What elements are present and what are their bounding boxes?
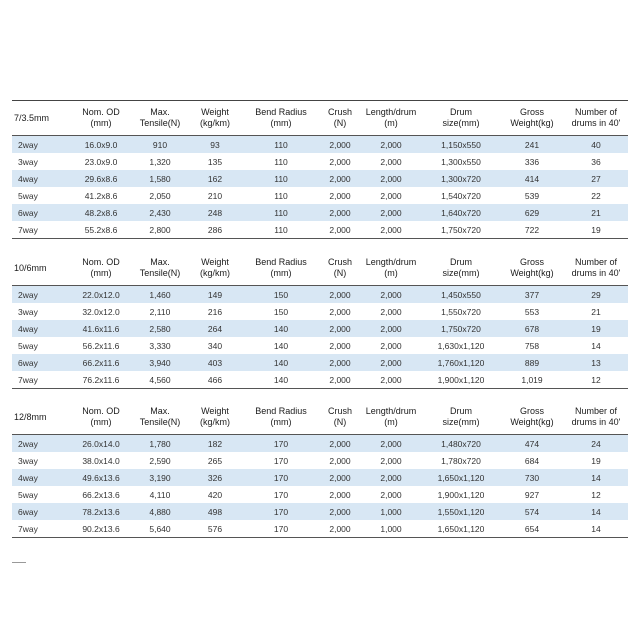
cell-max-tensile: 910 — [132, 136, 188, 154]
column-header-max-tensile: Max. Tensile(N) — [132, 251, 188, 286]
cell-conductor: 3way — [18, 455, 38, 466]
column-header-drums-40: Number of drums in 40' — [564, 101, 628, 136]
cell-bend-radius: 110 — [274, 190, 288, 201]
cell-conductor: 2way — [12, 286, 70, 304]
table-row — [12, 503, 628, 520]
cell-nom-od: 16.0x9.0 — [70, 136, 132, 154]
column-header-nom-od: Nom. OD (mm) — [70, 251, 132, 286]
cell-length-drum: 1,000 — [360, 503, 422, 520]
cell-crush: 2,000 — [320, 435, 360, 453]
cell-gross-weight: 336 — [524, 156, 540, 167]
cell-gross-weight: 889 — [500, 354, 564, 371]
cell-max-tensile: 2,430 — [132, 204, 188, 221]
cell-conductor: 6way — [12, 204, 70, 221]
cell-gross-weight: 553 — [524, 306, 540, 317]
column-header-gross-weight: Gross Weight(kg) — [500, 251, 564, 286]
table-row — [12, 221, 628, 239]
cell-bend-radius: 110 — [242, 204, 320, 221]
cell-nom-od: 76.2x11.6 — [70, 371, 132, 389]
cell-length-drum: 2,000 — [360, 469, 422, 486]
cell-conductor: 3way — [18, 306, 38, 317]
column-header-crush: Crush (N) — [320, 101, 360, 136]
cell-max-tensile: 5,640 — [132, 520, 188, 538]
cell-length-drum: 2,000 — [380, 489, 402, 500]
cell-weight: 326 — [188, 469, 242, 486]
cell-max-tensile: 3,190 — [132, 469, 188, 486]
cell-bend-radius: 110 — [242, 170, 320, 187]
cell-drums-40: 21 — [591, 306, 601, 317]
table-row — [12, 204, 628, 221]
cell-nom-od: 26.0x14.0 — [70, 435, 132, 453]
cell-crush: 2,000 — [320, 469, 360, 486]
cell-bend-radius: 110 — [242, 136, 320, 154]
cell-gross-weight: 654 — [500, 520, 564, 538]
cell-gross-weight: 678 — [500, 320, 564, 337]
cell-length-drum: 2,000 — [380, 190, 402, 201]
cell-nom-od: 48.2x8.6 — [70, 204, 132, 221]
cell-weight: 286 — [188, 221, 242, 239]
header-row — [12, 251, 628, 286]
cell-nom-od: 41.2x8.6 — [84, 190, 118, 201]
cell-crush: 2,000 — [320, 136, 360, 154]
table-row — [12, 520, 628, 538]
cell-bend-radius: 110 — [274, 156, 288, 167]
cell-gross-weight: 574 — [500, 503, 564, 520]
cell-weight: 216 — [207, 306, 223, 317]
cable-size-label: 12/8mm — [12, 400, 70, 435]
cell-bend-radius: 140 — [242, 354, 320, 371]
cable-size-label: 10/6mm — [12, 251, 70, 286]
cell-crush: 2,000 — [320, 520, 360, 538]
table-row — [12, 286, 628, 304]
spec-table-12-8mm — [12, 400, 628, 538]
cell-length-drum: 2,000 — [360, 136, 422, 154]
cell-drums-40: 36 — [591, 156, 601, 167]
cell-nom-od: 23.0x9.0 — [84, 156, 118, 167]
cell-bend-radius: 140 — [242, 320, 320, 337]
cell-max-tensile: 3,330 — [149, 340, 171, 351]
cell-bend-radius: 170 — [273, 455, 289, 466]
spec-table-10-6mm — [12, 251, 628, 389]
cell-drum-size: 1,640x720 — [422, 204, 500, 221]
cell-nom-od: 78.2x13.6 — [70, 503, 132, 520]
cell-conductor: 7way — [12, 371, 70, 389]
cell-gross-weight: 927 — [524, 489, 540, 500]
column-header-gross-weight: Gross Weight(kg) — [500, 400, 564, 435]
cell-length-drum: 2,000 — [380, 340, 402, 351]
cell-gross-weight: 414 — [500, 170, 564, 187]
table-row — [12, 371, 628, 389]
cell-conductor: 3way — [18, 156, 38, 167]
cell-bend-radius: 170 — [242, 469, 320, 486]
column-header-bend-radius: Bend Radius (mm) — [242, 101, 320, 136]
cell-conductor: 2way — [12, 435, 70, 453]
cell-max-tensile: 1,320 — [149, 156, 171, 167]
cell-weight: 182 — [188, 435, 242, 453]
cell-drum-size: 1,650x1,120 — [422, 469, 500, 486]
cell-nom-od: 41.6x11.6 — [70, 320, 132, 337]
corner-mark — [12, 562, 26, 563]
cell-crush: 2,000 — [329, 489, 351, 500]
cell-weight: 149 — [188, 286, 242, 304]
cell-conductor: 7way — [12, 221, 70, 239]
cell-bend-radius: 110 — [242, 221, 320, 239]
cell-length-drum: 2,000 — [360, 204, 422, 221]
column-header-weight: Weight (kg/km) — [188, 400, 242, 435]
table-row — [12, 354, 628, 371]
cell-drum-size: 1,650x1,120 — [422, 520, 500, 538]
cell-nom-od: 55.2x8.6 — [70, 221, 132, 239]
cell-crush: 2,000 — [329, 156, 351, 167]
cell-weight: 466 — [188, 371, 242, 389]
cell-gross-weight: 377 — [500, 286, 564, 304]
cell-weight: 265 — [207, 455, 223, 466]
column-header-drums-40: Number of drums in 40' — [564, 251, 628, 286]
table-row — [12, 153, 628, 170]
cell-drum-size: 1,750x720 — [422, 221, 500, 239]
cell-drum-size: 1,540x720 — [441, 190, 481, 201]
cell-crush: 2,000 — [320, 354, 360, 371]
cell-drums-40: 14 — [591, 340, 601, 351]
cell-drum-size: 1,550x1,120 — [422, 503, 500, 520]
table-row — [12, 435, 628, 453]
spec-table-7-3.5mm — [12, 101, 628, 239]
cell-max-tensile: 2,590 — [149, 455, 171, 466]
cell-length-drum: 2,000 — [360, 435, 422, 453]
table-row — [12, 187, 628, 204]
table-row — [12, 320, 628, 337]
cell-max-tensile: 3,940 — [132, 354, 188, 371]
column-header-weight: Weight (kg/km) — [188, 101, 242, 136]
cell-weight: 403 — [188, 354, 242, 371]
table-row — [12, 486, 628, 503]
cell-drums-40: 14 — [564, 520, 628, 538]
table-row — [12, 170, 628, 187]
cell-bend-radius: 170 — [242, 520, 320, 538]
cell-bend-radius: 140 — [273, 340, 289, 351]
column-header-nom-od: Nom. OD (mm) — [70, 400, 132, 435]
cell-gross-weight: 629 — [500, 204, 564, 221]
cell-drum-size: 1,450x550 — [422, 286, 500, 304]
cell-nom-od: 38.0x14.0 — [82, 455, 120, 466]
cell-weight: 498 — [188, 503, 242, 520]
cell-gross-weight: 730 — [500, 469, 564, 486]
cell-drums-40: 29 — [564, 286, 628, 304]
cell-length-drum: 2,000 — [360, 354, 422, 371]
cable-size-label: 7/3.5mm — [12, 101, 70, 136]
cell-bend-radius: 170 — [273, 489, 289, 500]
cell-gross-weight: 241 — [500, 136, 564, 154]
cell-drums-40: 19 — [591, 455, 601, 466]
cell-conductor: 4way — [12, 469, 70, 486]
cell-crush: 2,000 — [329, 340, 351, 351]
cell-length-drum: 2,000 — [380, 455, 402, 466]
cell-length-drum: 2,000 — [360, 320, 422, 337]
cell-max-tensile: 4,880 — [132, 503, 188, 520]
cell-max-tensile: 2,110 — [149, 306, 171, 317]
cell-drums-40: 27 — [564, 170, 628, 187]
column-header-bend-radius: Bend Radius (mm) — [242, 400, 320, 435]
cell-bend-radius: 140 — [242, 371, 320, 389]
column-header-drums-40: Number of drums in 40' — [564, 400, 628, 435]
cell-crush: 2,000 — [320, 286, 360, 304]
table-row — [12, 337, 628, 354]
cell-gross-weight: 539 — [524, 190, 540, 201]
cell-crush: 2,000 — [320, 170, 360, 187]
column-header-bend-radius: Bend Radius (mm) — [242, 251, 320, 286]
cell-conductor: 4way — [12, 320, 70, 337]
cell-weight: 162 — [188, 170, 242, 187]
cell-bend-radius: 170 — [242, 435, 320, 453]
column-header-drum-size: Drum size(mm) — [422, 400, 500, 435]
cell-drums-40: 22 — [591, 190, 601, 201]
cell-drums-40: 19 — [564, 320, 628, 337]
cell-length-drum: 2,000 — [380, 156, 402, 167]
cell-drums-40: 40 — [564, 136, 628, 154]
cell-max-tensile: 2,800 — [132, 221, 188, 239]
cell-max-tensile: 1,780 — [132, 435, 188, 453]
cell-drum-size: 1,760x1,120 — [422, 354, 500, 371]
column-header-weight: Weight (kg/km) — [188, 251, 242, 286]
cell-weight: 420 — [207, 489, 223, 500]
cell-nom-od: 49.6x13.6 — [70, 469, 132, 486]
cell-drum-size: 1,300x550 — [441, 156, 481, 167]
cell-crush: 2,000 — [329, 306, 351, 317]
cell-conductor: 7way — [12, 520, 70, 538]
column-header-nom-od: Nom. OD (mm) — [70, 101, 132, 136]
cell-length-drum: 2,000 — [380, 306, 402, 317]
cell-drums-40: 12 — [591, 489, 601, 500]
cell-drums-40: 14 — [564, 503, 628, 520]
cell-length-drum: 2,000 — [360, 371, 422, 389]
cell-conductor: 6way — [12, 354, 70, 371]
column-header-max-tensile: Max. Tensile(N) — [132, 400, 188, 435]
cell-conductor: 5way — [18, 190, 38, 201]
cell-crush: 2,000 — [320, 503, 360, 520]
cell-drum-size: 1,780x720 — [441, 455, 481, 466]
cell-nom-od: 90.2x13.6 — [70, 520, 132, 538]
cell-drum-size: 1,900x1,120 — [437, 489, 485, 500]
cell-drums-40: 12 — [564, 371, 628, 389]
cell-length-drum: 2,000 — [360, 221, 422, 239]
cell-conductor: 2way — [12, 136, 70, 154]
cell-conductor: 5way — [18, 340, 38, 351]
cell-nom-od: 56.2x11.6 — [82, 340, 120, 351]
cell-bend-radius: 150 — [273, 306, 289, 317]
cell-max-tensile: 4,110 — [149, 489, 171, 500]
cell-drums-40: 14 — [564, 469, 628, 486]
cell-max-tensile: 1,580 — [132, 170, 188, 187]
table-row — [12, 136, 628, 154]
table-row — [12, 303, 628, 320]
column-header-drum-size: Drum size(mm) — [422, 251, 500, 286]
cell-drum-size: 1,480x720 — [422, 435, 500, 453]
column-header-length-drum: Length/drum (m) — [360, 101, 422, 136]
cell-drums-40: 24 — [564, 435, 628, 453]
cell-drum-size: 1,630x1,120 — [437, 340, 485, 351]
cell-length-drum: 2,000 — [360, 170, 422, 187]
column-header-crush: Crush (N) — [320, 400, 360, 435]
cell-gross-weight: 758 — [524, 340, 540, 351]
cell-conductor: 6way — [12, 503, 70, 520]
cell-nom-od: 66.2x11.6 — [70, 354, 132, 371]
cell-weight: 340 — [207, 340, 223, 351]
cell-gross-weight: 722 — [500, 221, 564, 239]
cell-length-drum: 2,000 — [360, 286, 422, 304]
column-header-max-tensile: Max. Tensile(N) — [132, 101, 188, 136]
cell-max-tensile: 4,560 — [132, 371, 188, 389]
cell-nom-od: 29.6x8.6 — [70, 170, 132, 187]
cell-gross-weight: 474 — [500, 435, 564, 453]
column-header-gross-weight: Gross Weight(kg) — [500, 101, 564, 136]
cell-weight: 93 — [188, 136, 242, 154]
cell-drum-size: 1,300x720 — [422, 170, 500, 187]
cell-crush: 2,000 — [329, 455, 351, 466]
cell-drum-size: 1,150x550 — [422, 136, 500, 154]
cell-max-tensile: 2,580 — [132, 320, 188, 337]
cell-crush: 2,000 — [320, 320, 360, 337]
cell-weight: 135 — [207, 156, 223, 167]
column-header-length-drum: Length/drum (m) — [360, 400, 422, 435]
cell-conductor: 5way — [18, 489, 38, 500]
column-header-length-drum: Length/drum (m) — [360, 251, 422, 286]
cell-drums-40: 21 — [564, 204, 628, 221]
cell-drums-40: 13 — [564, 354, 628, 371]
cell-nom-od: 66.2x13.6 — [82, 489, 120, 500]
column-header-drum-size: Drum size(mm) — [422, 101, 500, 136]
cell-crush: 2,000 — [329, 190, 351, 201]
cell-drum-size: 1,750x720 — [422, 320, 500, 337]
cell-weight: 210 — [207, 190, 223, 201]
cell-gross-weight: 684 — [524, 455, 540, 466]
cell-drums-40: 19 — [564, 221, 628, 239]
table-row — [12, 452, 628, 469]
header-row — [12, 400, 628, 435]
cell-conductor: 4way — [12, 170, 70, 187]
cell-bend-radius: 150 — [242, 286, 320, 304]
cell-drum-size: 1,550x720 — [441, 306, 481, 317]
cell-max-tensile: 1,460 — [132, 286, 188, 304]
header-row — [12, 101, 628, 136]
table-row — [12, 469, 628, 486]
cell-crush: 2,000 — [320, 204, 360, 221]
cell-crush: 2,000 — [320, 221, 360, 239]
cell-bend-radius: 170 — [242, 503, 320, 520]
cell-gross-weight: 1,019 — [500, 371, 564, 389]
cell-weight: 248 — [188, 204, 242, 221]
cell-crush: 2,000 — [320, 371, 360, 389]
cell-weight: 264 — [188, 320, 242, 337]
column-header-crush: Crush (N) — [320, 251, 360, 286]
cell-nom-od: 32.0x12.0 — [82, 306, 120, 317]
cell-max-tensile: 2,050 — [149, 190, 171, 201]
cell-nom-od: 22.0x12.0 — [70, 286, 132, 304]
cell-drum-size: 1,900x1,120 — [422, 371, 500, 389]
cell-weight: 576 — [188, 520, 242, 538]
cell-length-drum: 1,000 — [360, 520, 422, 538]
